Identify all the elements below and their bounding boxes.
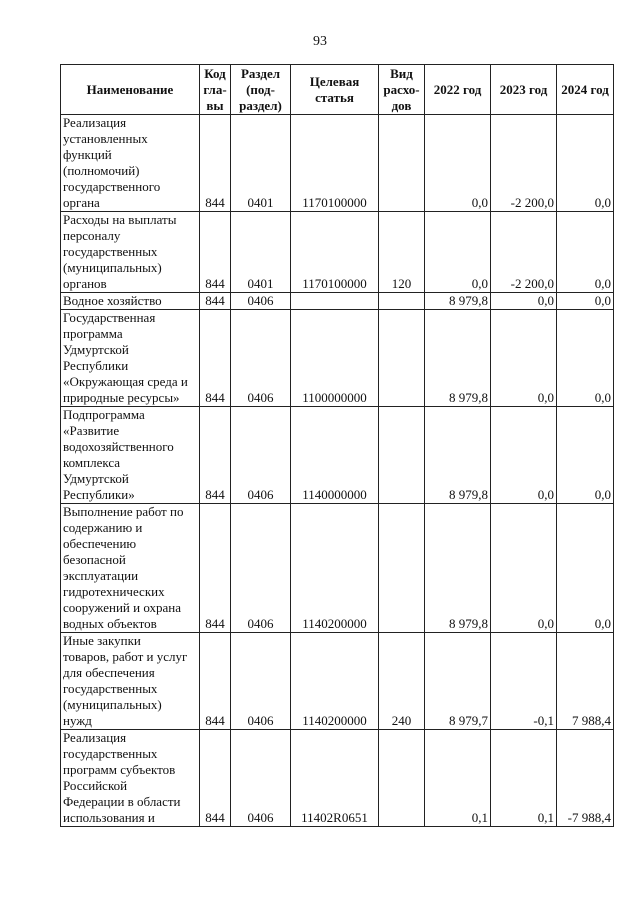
row-kind bbox=[379, 407, 425, 504]
table-row bbox=[61, 407, 614, 504]
row-section: 0406 bbox=[231, 310, 291, 407]
header-2024: 2024 год bbox=[557, 65, 614, 115]
row-name: Государственная программа Удмуртской Республики «Окружающая среда и природные ресурсы» bbox=[61, 310, 200, 407]
row-section: 0401 bbox=[231, 212, 291, 293]
header-name: Наименование bbox=[61, 65, 200, 115]
row-2022: 8 979,8 bbox=[425, 504, 491, 633]
row-kind: 120 bbox=[379, 212, 425, 293]
row-2023: 0,0 bbox=[491, 407, 557, 504]
row-2024: 0,0 bbox=[557, 504, 614, 633]
row-2022: 0,0 bbox=[425, 115, 491, 212]
row-name: Реализация государственных программ субъектов Российской Федерации в области использования и bbox=[61, 730, 200, 827]
row-section: 0406 bbox=[231, 293, 291, 310]
table-row bbox=[61, 730, 614, 827]
row-name: Расходы на выплаты персоналу государственных (муниципальных) органов bbox=[61, 212, 200, 293]
row-target: 11402R0651 bbox=[291, 730, 379, 827]
row-code: 844 bbox=[200, 293, 231, 310]
row-2023: -0,1 bbox=[491, 633, 557, 730]
row-2023: 0,0 bbox=[491, 310, 557, 407]
row-target: 1140200000 bbox=[291, 633, 379, 730]
row-kind bbox=[379, 293, 425, 310]
row-code: 844 bbox=[200, 115, 231, 212]
row-2022: 8 979,8 bbox=[425, 407, 491, 504]
row-2024: 0,0 bbox=[557, 115, 614, 212]
row-section: 0406 bbox=[231, 504, 291, 633]
row-code: 844 bbox=[200, 730, 231, 827]
table-row bbox=[61, 115, 614, 212]
row-section: 0401 bbox=[231, 115, 291, 212]
table-row bbox=[61, 212, 614, 293]
header-section: Раздел (под-раздел) bbox=[231, 65, 291, 115]
row-target: 1170100000 bbox=[291, 115, 379, 212]
row-kind bbox=[379, 730, 425, 827]
row-code: 844 bbox=[200, 212, 231, 293]
row-2024: -7 988,4 bbox=[557, 730, 614, 827]
page-number: 93 bbox=[313, 34, 327, 49]
row-target: 1140200000 bbox=[291, 504, 379, 633]
row-name: Реализация установленных функций (полномочий) государственного органа bbox=[61, 115, 200, 212]
row-name: Иные закупки товаров, работ и услуг для обеспечения государственных (муниципальных) нужд bbox=[61, 633, 200, 730]
row-target: 1140000000 bbox=[291, 407, 379, 504]
header-2022: 2022 год bbox=[425, 65, 491, 115]
row-2022: 0,1 bbox=[425, 730, 491, 827]
row-2023: 0,0 bbox=[491, 504, 557, 633]
row-section: 0406 bbox=[231, 407, 291, 504]
row-2023: 0,1 bbox=[491, 730, 557, 827]
row-target: 1100000000 bbox=[291, 310, 379, 407]
table-row bbox=[61, 504, 614, 633]
row-code: 844 bbox=[200, 407, 231, 504]
row-2024: 0,0 bbox=[557, 293, 614, 310]
row-2023: -2 200,0 bbox=[491, 212, 557, 293]
row-target: 1170100000 bbox=[291, 212, 379, 293]
row-kind bbox=[379, 504, 425, 633]
row-name: Водное хозяйство bbox=[61, 293, 200, 310]
row-2022: 8 979,7 bbox=[425, 633, 491, 730]
row-section: 0406 bbox=[231, 633, 291, 730]
row-2022: 8 979,8 bbox=[425, 310, 491, 407]
row-2022: 8 979,8 bbox=[425, 293, 491, 310]
row-2024: 0,0 bbox=[557, 310, 614, 407]
table-row bbox=[61, 310, 614, 407]
header-2023: 2023 год bbox=[491, 65, 557, 115]
row-code: 844 bbox=[200, 310, 231, 407]
table-header-row bbox=[61, 65, 614, 115]
table-row bbox=[61, 293, 614, 310]
row-kind: 240 bbox=[379, 633, 425, 730]
row-name: Выполнение работ по содержанию и обеспечению безопасной эксплуатации гидротехнических сооружений и охрана водных объектов bbox=[61, 504, 200, 633]
row-target bbox=[291, 293, 379, 310]
row-2024: 7 988,4 bbox=[557, 633, 614, 730]
row-2022: 0,0 bbox=[425, 212, 491, 293]
table-row bbox=[61, 633, 614, 730]
header-target: Целевая статья bbox=[291, 65, 379, 115]
row-kind bbox=[379, 310, 425, 407]
row-2024: 0,0 bbox=[557, 212, 614, 293]
header-kind: Вид расхо-дов bbox=[379, 65, 425, 115]
row-name: Подпрограмма «Развитие водохозяйственного комплекса Удмуртской Республики» bbox=[61, 407, 200, 504]
row-kind bbox=[379, 115, 425, 212]
row-section: 0406 bbox=[231, 730, 291, 827]
row-code: 844 bbox=[200, 633, 231, 730]
row-code: 844 bbox=[200, 504, 231, 633]
row-2024: 0,0 bbox=[557, 407, 614, 504]
budget-table bbox=[60, 64, 614, 827]
row-2023: 0,0 bbox=[491, 293, 557, 310]
header-code: Код гла-вы bbox=[200, 65, 231, 115]
row-2023: -2 200,0 bbox=[491, 115, 557, 212]
